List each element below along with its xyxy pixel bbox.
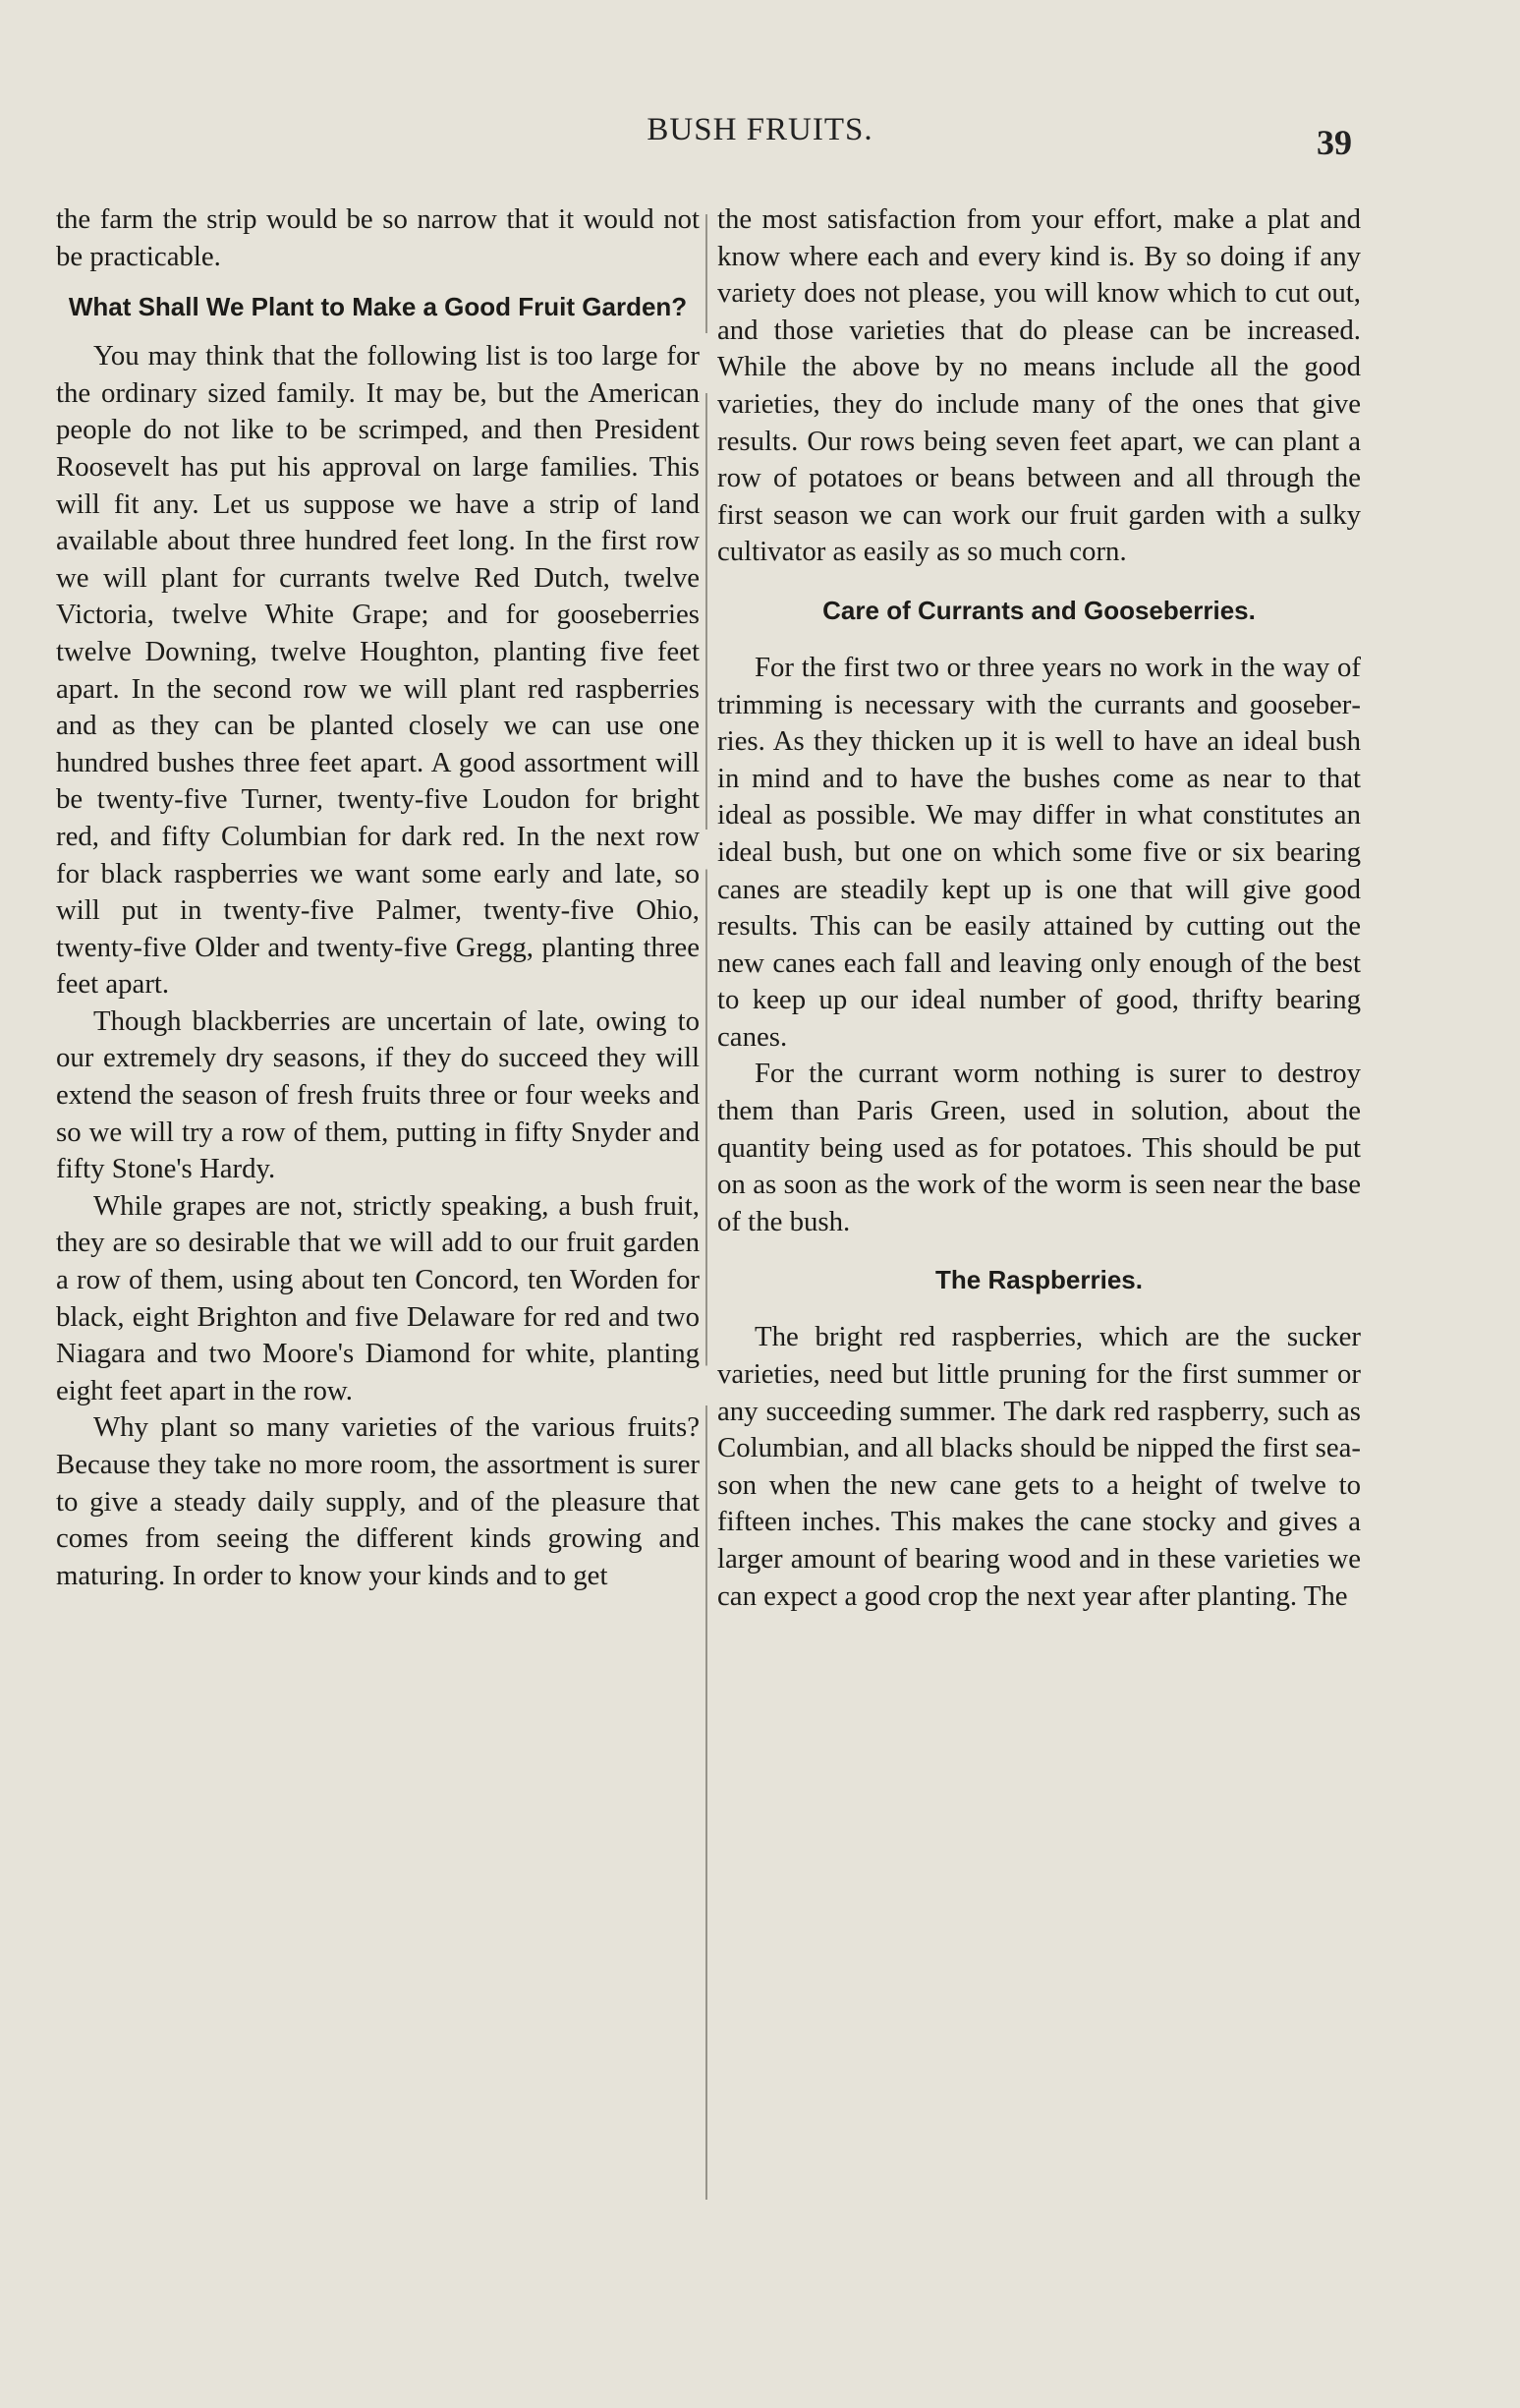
- section-heading-fruit-garden: What Shall We Plant to Make a Good Fruit Garden?: [68, 292, 688, 322]
- paragraph: The bright red raspberries, which are the sucker varieties, need but little pruning for the first summer or any succeeding summer. The dark red raspberry, such as Columbian, and all blacks should be nipped the first season when the new cane gets to a height of twelve to fifteen inches. This makes the cane stocky and gives a larger amount of bearing wood and in these varieties we can expect a good crop the next year after planting. The: [717, 1321, 1361, 1612]
- right-column: [717, 201, 1361, 1615]
- paragraph: While grapes are not, strictly speaking, a bush fruit, they are so desirable that we will add to our fruit garden a row of them, using about ten Concord, ten Worden for black, eight Brighton and five Delaware for red and two Niagara and two Moore's Diamond for white, planting eight feet apart in the row.: [56, 1189, 700, 1406]
- section-heading-currants: Care of Currants and Gooseberries.: [822, 595, 1256, 625]
- left-column: [56, 201, 700, 1594]
- paragraph: Though blackberries are uncertain of late, owing to our extremely dry seasons, if they do succeed they will extend the season of fresh fruits three or four weeks and so we will try a row of them, putting in fifty Snyder and fifty Stone's Hardy.: [56, 1004, 700, 1185]
- column-divider: [705, 214, 707, 2200]
- paragraph-continuation: the most satisfaction from your effort, make a plat and know where each and every kind is. By so doing if any variety does not please, you will know which to cut out, and those varieties that do please can be increased. While the above by no means include all the good varieties, they do include many of the ones that give results. Our rows being seven feet apart, we can plant a row of potatoes or beans between and all through the first season we can work our fruit garden with a sulky cultivator as easily as so much corn.: [717, 203, 1361, 568]
- section-heading-raspberries: The Raspberries.: [935, 1265, 1143, 1295]
- paragraph-continuation: the farm the strip would be so narrow that it would not be practicable.: [56, 203, 700, 272]
- running-title: BUSH FRUITS.: [647, 112, 873, 147]
- paragraph: Why plant so many varieties of the various fruits? Because they take no more room, the assortment is surer to give a steady daily supply, and of the pleasure that comes from seeing the different kinds growing and maturing. In order to know your kinds and to get: [56, 1411, 700, 1591]
- paragraph: You may think that the following list is too large for the ordinary sized family. It may be, but the American people do not like to be scrimped, and then President Roosevelt has put his approval on large families. This will fit any. Let us suppose we have a strip of land available about three hundred feet long. In the first row we will plant for currants twelve Red Dutch, twelve Victoria, twelve White Grape; and for gooseberries twelve Downing, twelve Houghton, planting five feet apart. In the second row we will plant red raspberries and as they can be planted closely we can use one hundred bushes three feet apart. A good assortment will be twenty-five Turner, twenty-five Loudon for bright red, and fifty Columbian for dark red. In the next row for black raspberries we want some early and late, so will put in twenty-five Palmer, twenty-five Ohio, twenty-five Older and twenty-five Gregg, planting three feet apart.: [56, 340, 700, 1001]
- paragraph: For the currant worm nothing is surer to destroy them than Paris Green, used in solution, about the quantity being used as for potatoes. This should be put on as soon as the work of the worm is seen near the base of the bush.: [717, 1058, 1361, 1237]
- paragraph: For the first two or three years no work in the way of trimming is necessary with the currants and gooseberries. As they thicken up it is well to have an ideal bush in mind and to have the bushes come as near to that ideal as possible. We may differ in what constitutes an ideal bush, but one on which some five or six bearing canes are steadily kept up is one that will give good results. This can be easily attained by cutting out the new canes each fall and leaving only enough of the best to keep up our ideal number of good, thrifty bearing canes.: [717, 651, 1361, 1053]
- page-number: 39: [1317, 123, 1352, 162]
